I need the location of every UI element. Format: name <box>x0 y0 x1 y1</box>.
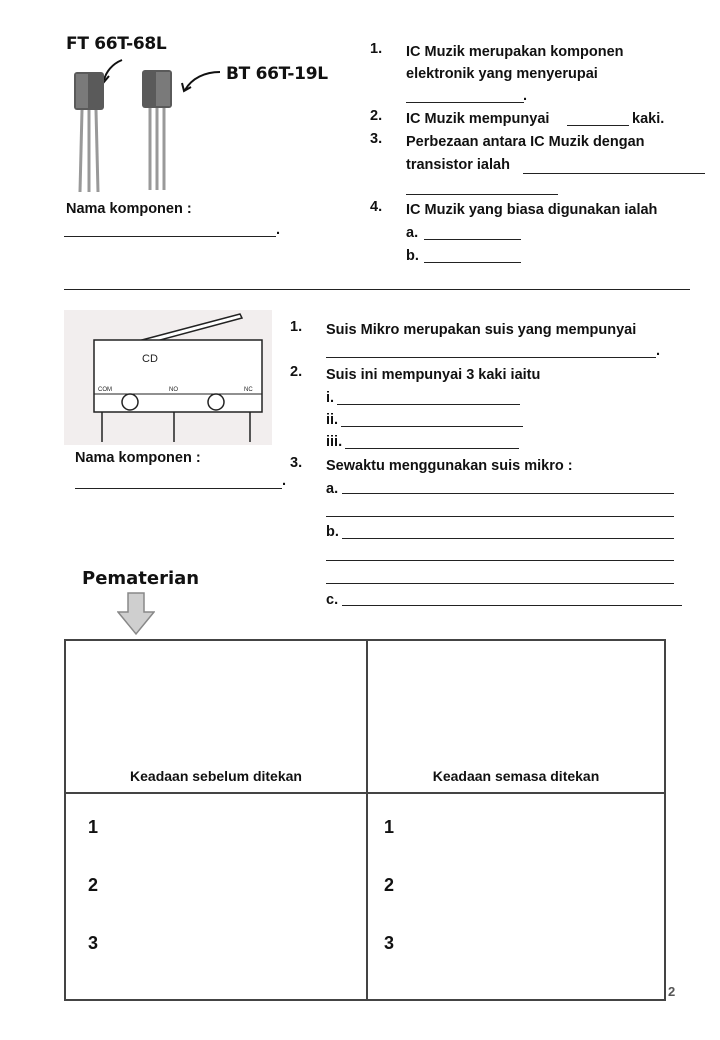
q3-answer-line-2[interactable] <box>406 194 558 195</box>
s2-q2-number: 2. <box>290 364 303 380</box>
switch-label-no: NO <box>169 387 178 393</box>
pematerian-heading: Pematerian <box>82 568 200 589</box>
s2-q2-answer-line-i[interactable] <box>337 404 520 405</box>
micro-switch-image <box>64 310 272 445</box>
q3-number: 3. <box>370 131 383 147</box>
s2-q3-option-c: c. <box>326 592 339 608</box>
table-header-cell-during <box>367 640 665 793</box>
q4-answer-line-a[interactable] <box>424 239 521 240</box>
s2-q3-answer-line-a1[interactable] <box>342 493 674 494</box>
table-header-during: Keadaan semasa ditekan <box>432 768 600 784</box>
q1-number: 1. <box>370 41 383 57</box>
component-name-label-1: Nama komponen : <box>66 201 192 217</box>
row-number-before-3: 3 <box>88 933 99 953</box>
s2-q1-answer-line[interactable] <box>326 357 656 358</box>
s2-q3-option-a: a. <box>326 481 339 497</box>
q3-text-line2: transistor ialah <box>406 157 510 173</box>
label-ft66t68l: FT 66T-68L <box>66 34 167 54</box>
s2-q2-answer-line-ii[interactable] <box>341 426 523 427</box>
switch-label-com: COM <box>98 387 112 393</box>
switch-label-nc: NC <box>244 387 253 393</box>
s2-q3-number: 3. <box>290 455 303 471</box>
section-divider <box>64 289 690 290</box>
q3-text-line1: Perbezaan antara IC Muzik dengan <box>406 134 645 150</box>
q4-number: 4. <box>370 199 383 215</box>
s2-q3-answer-line-c[interactable] <box>342 605 682 606</box>
s2-q1-text: Suis Mikro merupakan suis yang mempunyai <box>326 322 637 338</box>
q3-answer-line-1[interactable] <box>523 173 705 174</box>
page-number: 2 <box>668 984 676 999</box>
row-number-before-1: 1 <box>88 817 99 837</box>
row-number-during-2: 2 <box>384 875 395 895</box>
pointer-arrow-left <box>104 60 122 80</box>
q2-answer-line[interactable] <box>567 125 629 126</box>
ic-muzik-image <box>60 50 230 200</box>
label-bt66t19l: BT 66T-19L <box>226 64 328 84</box>
s2-q3-answer-line-b2[interactable] <box>326 560 674 561</box>
s2-q3-answer-line-b1[interactable] <box>342 538 674 539</box>
table-header-before: Keadaan sebelum ditekan <box>130 768 302 784</box>
down-arrow-icon <box>117 592 155 636</box>
row-number-during-3: 3 <box>384 933 395 953</box>
q4-text: IC Muzik yang biasa digunakan ialah <box>406 202 658 218</box>
q2-suffix: kaki. <box>632 111 665 127</box>
q4-answer-line-b[interactable] <box>424 262 521 263</box>
s2-q2-answer-line-iii[interactable] <box>345 448 519 449</box>
q2-text: IC Muzik mempunyai <box>406 111 550 127</box>
switch-mark: CD <box>142 353 158 365</box>
row-number-before-2: 2 <box>88 875 99 895</box>
s2-q2-text: Suis ini mempunyai 3 kaki iaitu <box>326 367 541 383</box>
q1-answer-line[interactable] <box>406 102 524 103</box>
s2-q1-number: 1. <box>290 319 303 335</box>
observation-table <box>64 639 666 1001</box>
answer-line-component-1[interactable] <box>64 236 276 237</box>
table-body-during[interactable] <box>367 793 665 1000</box>
s2-q3-text: Sewaktu menggunakan suis mikro : <box>326 458 573 474</box>
s2-q2-option-ii: ii. <box>326 412 339 428</box>
table-header-cell-before <box>65 640 367 793</box>
q2-number: 2. <box>370 108 383 124</box>
q1-text-line1: IC Muzik merupakan komponen <box>406 44 624 60</box>
q4-option-b: b. <box>406 248 419 264</box>
s2-q3-answer-line-a2[interactable] <box>326 516 674 517</box>
row-number-during-1: 1 <box>384 817 395 837</box>
s2-q2-option-iii: iii. <box>326 434 343 450</box>
q4-option-a: a. <box>406 225 419 241</box>
s2-q2-option-i: i. <box>326 390 335 406</box>
component-name-label-2: Nama komponen : <box>75 450 201 466</box>
q1-text-line2: elektronik yang menyerupai <box>406 66 598 82</box>
table-body-before[interactable] <box>65 793 367 1000</box>
s2-q3-option-b: b. <box>326 524 339 540</box>
s2-q3-answer-line-b3[interactable] <box>326 583 674 584</box>
answer-line-component-2[interactable] <box>75 488 282 489</box>
